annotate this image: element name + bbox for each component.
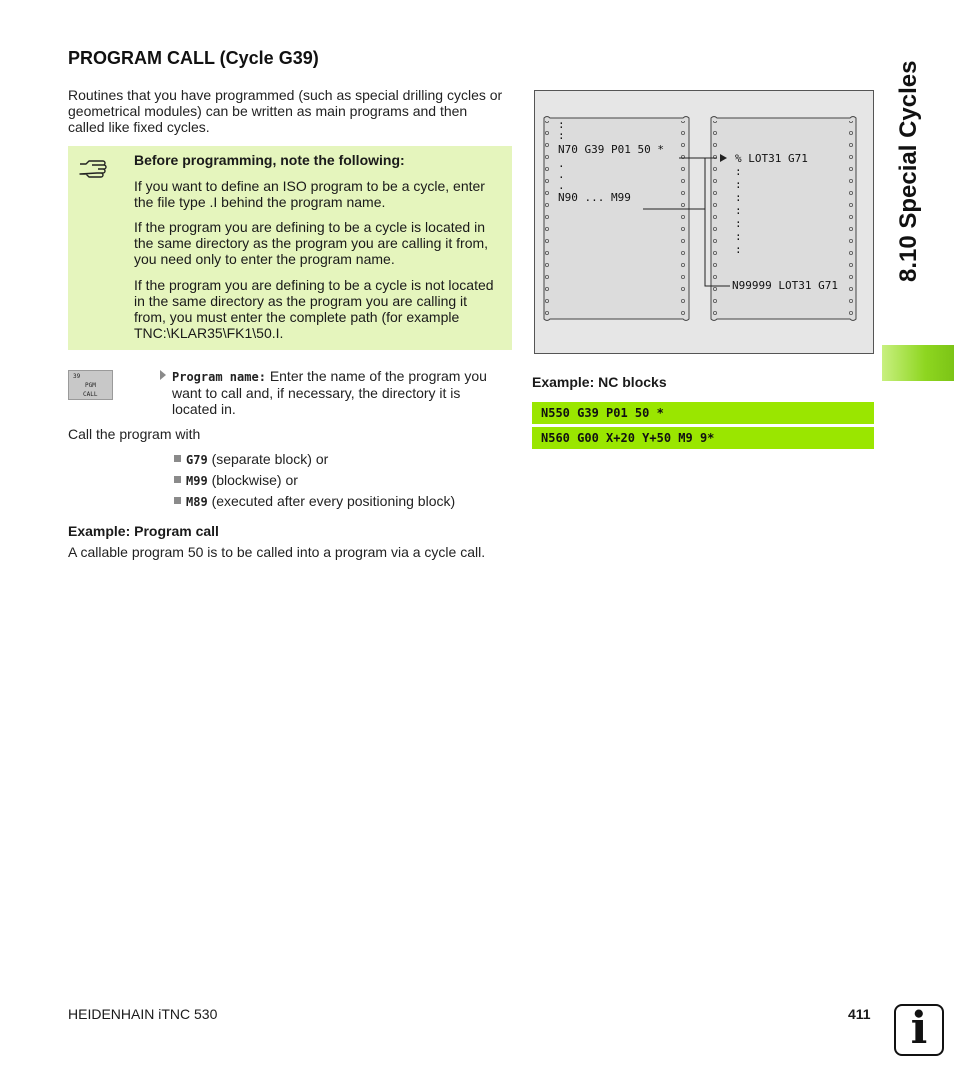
page-title: PROGRAM CALL (Cycle G39) — [68, 48, 319, 68]
nc-block: N550 G39 P01 50 * — [532, 402, 874, 424]
calling-program-listing — [558, 119, 664, 203]
softkey-label-call: CALL — [83, 391, 98, 398]
page-number: 411 — [848, 1006, 871, 1022]
example-program-call-heading: Example: Program call — [68, 523, 219, 539]
called-program-listing — [735, 153, 808, 255]
parameter-arrow-icon — [160, 370, 166, 380]
chapter-section-title: 8.10 Special Cycles — [895, 60, 922, 282]
listing-line: . — [558, 157, 565, 170]
listing-line: . — [558, 179, 565, 192]
bullet-square-icon — [174, 476, 181, 483]
bullet-square-icon — [174, 497, 181, 504]
parameter-name: Program name: — [172, 370, 266, 384]
listing-line: : — [735, 230, 742, 243]
listing-line: % LOT31 G71 — [735, 152, 808, 165]
note-paragraph-3: If the program you are defining to be a cycle is not located in the same directory as the program you are calling it from, you must enter the complete path (for example TNC:\KLAR35\FK1\50.I. — [134, 277, 494, 341]
note-box — [68, 146, 512, 350]
program-call-figure — [534, 90, 874, 354]
softkey-label-pgm: PGM — [85, 382, 96, 389]
call-with-text: Call the program with — [68, 426, 201, 442]
list-item-m99: M99 (blockwise) or — [186, 472, 298, 488]
chapter-tab — [882, 345, 954, 381]
softkey-cycle-number: 39 — [73, 373, 81, 380]
note-paragraph-2: If the program you are defining to be a cycle is located in the same directory as the program you are calling it from, you need only to enter the program name. — [134, 219, 489, 267]
listing-line: : — [735, 165, 742, 178]
intro-paragraph: Routines that you have programmed (such as special drilling cycles or geometrical modules) can be written as main programs and then called like fixed cycles. — [68, 87, 503, 135]
listing-line: : — [558, 118, 565, 131]
bullet-square-icon — [174, 455, 181, 462]
pointing-hand-icon — [78, 154, 112, 182]
listing-line: N70 G39 P01 50 * — [558, 143, 664, 156]
listing-line: : — [558, 129, 565, 142]
footer-product: HEIDENHAIN iTNC 530 — [68, 1006, 218, 1022]
note-heading: Before programming, note the following: — [134, 152, 405, 168]
pgm-call-softkey[interactable] — [68, 370, 113, 400]
list-item-g79: G79 (separate block) or — [186, 451, 329, 467]
listing-line: : — [735, 243, 742, 256]
listing-line: N90 ... M99 — [558, 191, 631, 204]
program-name-parameter: Program name: Enter the name of the program you want to call and, if necessary, the directory it is located in. — [172, 368, 487, 417]
nc-block: N560 G00 X+20 Y+50 M9 9* — [532, 427, 874, 449]
list-item-m89: M89 (executed after every positioning block) — [186, 493, 456, 509]
listing-line: : — [735, 191, 742, 204]
listing-end-line: N99999 LOT31 G71 — [732, 279, 838, 292]
note-paragraph-1: If you want to define an ISO program to be a cycle, enter the file type .I behind the program name. — [134, 178, 485, 210]
listing-line: : — [735, 178, 742, 191]
listing-line: . — [558, 168, 565, 181]
example-program-call-text: A callable program 50 is to be called into a program via a cycle call. — [68, 544, 486, 560]
listing-line: : — [735, 204, 742, 217]
example-nc-blocks-heading: Example: NC blocks — [532, 374, 667, 390]
info-icon: i — [894, 1004, 944, 1056]
listing-line: : — [735, 217, 742, 230]
